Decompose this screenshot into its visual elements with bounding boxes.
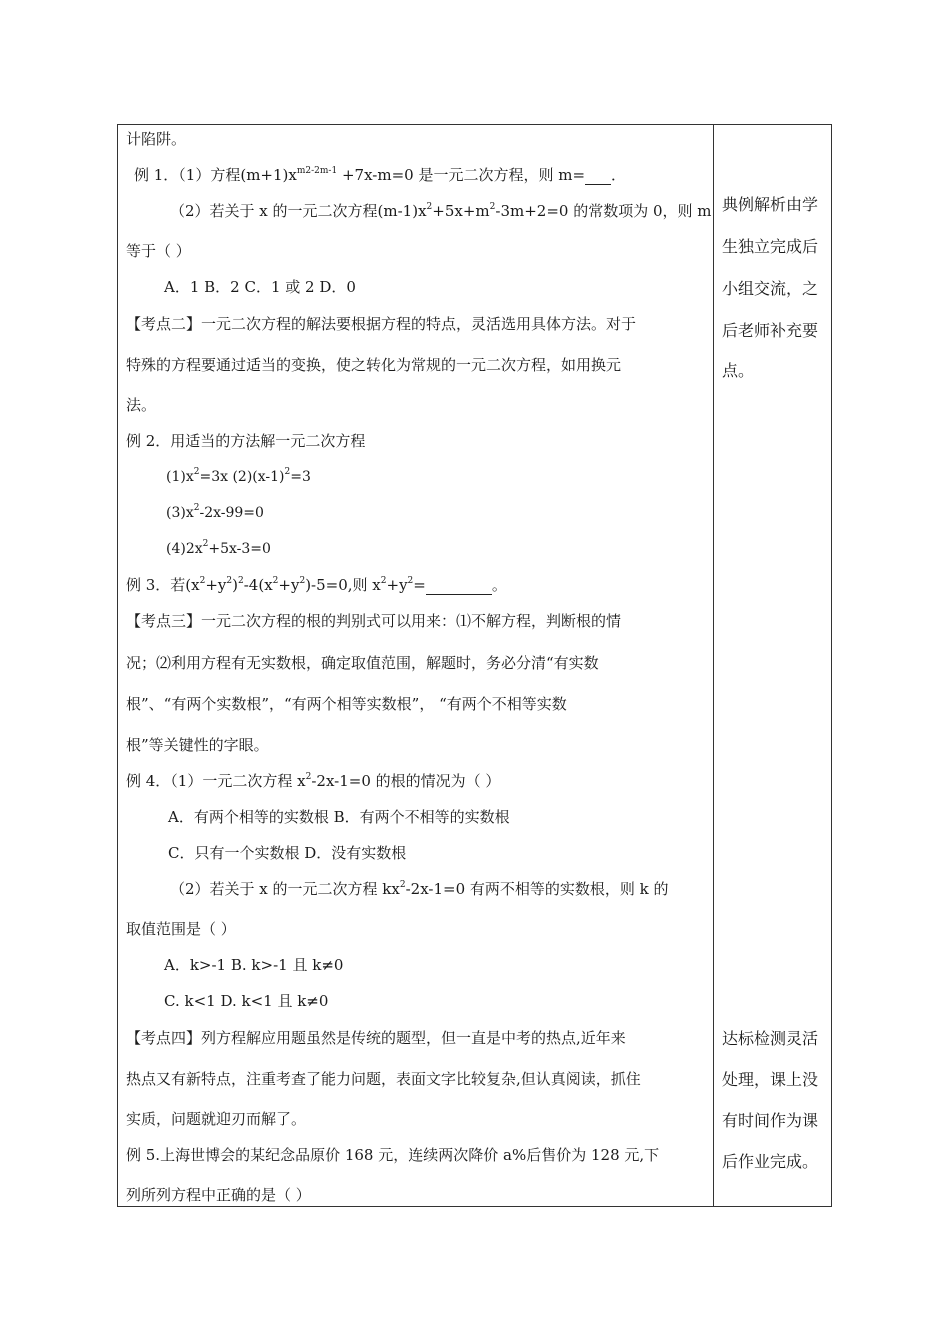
example-4-options-cd: C．只有一个实数根 D．没有实数根 (168, 844, 407, 862)
kaodian-4-line-1: 【考点四】列方程解应用题虽然是传统的题型，但一直是中考的热点,近年来 (126, 1029, 626, 1047)
note-2-line-1: 达标检测灵活 (722, 1029, 819, 1048)
note-1-line-4: 后老师补充要 (722, 321, 819, 340)
kaodian-4-line-3: 实质，问题就迎刃而解了。 (126, 1110, 307, 1128)
lesson-table (117, 124, 832, 1207)
content-column (118, 125, 713, 1206)
note-2-line-3: 有时间作为课 (722, 1111, 819, 1130)
note-2-line-4: 后作业完成。 (722, 1152, 819, 1171)
example-4-part-2-cont: 取值范围是（ ） (126, 920, 236, 938)
kaodian-2-line-3: 法。 (126, 396, 157, 414)
example-2-title: 例 2．用适当的方法解一元二次方程 (126, 432, 366, 450)
example-5-line-2: 列所列方程中正确的是（ ） (126, 1186, 311, 1204)
example-2-eq-3: $(3)x^2-2x-99=0$ (166, 503, 264, 521)
continuation-text: 计陷阱。 (126, 130, 187, 148)
example-4-part-2: （2）若关于 x 的一元二次方程 $kx^2-2x-1=0$ 有两不相等的实数根，则 k 的 (170, 880, 669, 898)
example-2-eq-4: $(4)2x^2+5x-3=0$ (166, 539, 271, 557)
notes-column (714, 125, 832, 1206)
kaodian-3-line-4: 根”等关键性的字眼。 (126, 736, 269, 754)
note-1-line-1: 典例解析由学 (722, 195, 819, 214)
example-2-eq-1-2: $(1)x^2=3x$ $(2)(x-1)^2=3$ (166, 467, 311, 485)
kaodian-2-line-1: 【考点二】一元二次方程的解法要根据方程的特点，灵活选用具体方法。对于 (126, 315, 637, 333)
answer-blank[interactable] (426, 578, 492, 595)
example-1-options: A．1 B．2 C．1 或 2 D．0 (164, 278, 356, 296)
answer-blank[interactable] (585, 168, 611, 185)
example-4-part-2-options-ab: A．k>-1 B. k>-1 且 k≠0 (164, 956, 344, 974)
example-4-options-ab: A．有两个相等的实数根 B．有两个不相等的实数根 (168, 808, 510, 826)
example-4-title: 例 4．（1）一元二次方程 $x^2-2x-1=0$ 的根的情况为（ ） (126, 772, 501, 790)
kaodian-3-line-2: 况；⑵利用方程有无实数根，确定取值范围，解题时，务必分清“有实数 (126, 654, 599, 672)
example-1-part-2-cont: 等于（ ） (126, 242, 191, 260)
example-5-line-1: 例 5.上海世博会的某纪念品原价 168 元，连续两次降价 a%后售价为 128 元,下 (126, 1146, 660, 1164)
kaodian-3-line-3: 根”、“有两个实数根”，“有两个相等实数根”， “有两个不相等实数 (126, 695, 567, 713)
note-1-line-5: 点。 (722, 361, 755, 380)
kaodian-3-line-1: 【考点三】一元二次方程的根的判别式可以用来：⑴不解方程，判断根的情 (126, 612, 622, 630)
example-4-part-2-options-cd: C. k<1 D. k<1 且 k≠0 (164, 992, 329, 1010)
note-2-line-2: 处理，课上没 (722, 1070, 819, 1089)
example-1-part-2: （2）若关于 x 的一元二次方程$(m-1)x^2+5x+m^2-3m+2=0$ 的常数项为 0，则 m (170, 202, 712, 220)
kaodian-2-line-2: 特殊的方程要通过适当的变换，使之转化为常规的一元二次方程，如用换元 (126, 356, 622, 374)
example-3: 例 3．若$(x^2+y^2)^2-4(x^2+y^2)-5=0$,则 $x^2+y^2=$ 。 (126, 576, 507, 594)
example-1-part-1: 例 1．（1）方程$(m+1)x^{m2-2m-1} +7x-m=0$ 是一元二次方程，则 m= ． (134, 166, 627, 184)
kaodian-4-line-2: 热点又有新特点，注重考查了能力问题，表面文字比较复杂,但认真阅读，抓住 (126, 1070, 641, 1088)
note-1-line-2: 生独立完成后 (722, 237, 819, 256)
note-1-line-3: 小组交流，之 (722, 279, 819, 298)
